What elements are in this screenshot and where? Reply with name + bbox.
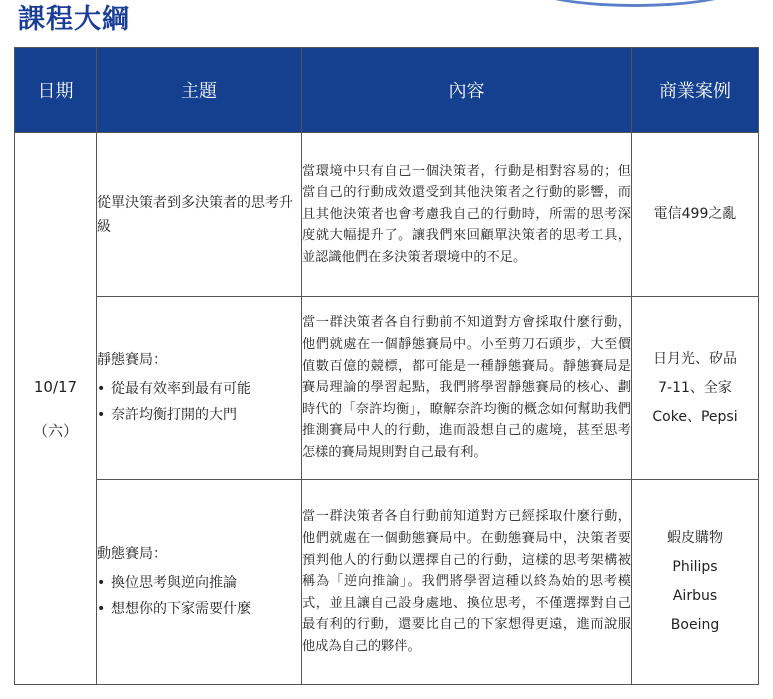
course-outline-table	[14, 47, 759, 685]
content-cell: 當一群決策者各自行動前知道對方已經採取什麼行動，他們就處在一個動態賽局中。在動態賽局中，決策者要預判他人的行動以選擇自己的行動，這樣的思考架構被稱為「逆向推論」。我們將學習這種以終為始的思考模式，並且讓自己設身處地、換位思考，不僅選擇對自己最有利的行動，還要比自己的下家想得更遠，進而說服他成為自己的夥伴。	[302, 480, 632, 685]
case-cell	[632, 297, 759, 480]
table-header-row	[15, 48, 759, 133]
topic-cell	[97, 297, 302, 480]
topic-bullet: • 換位思考與逆向推論	[111, 570, 301, 596]
topic-title: 從單決策者到多決策者的思考升級	[97, 194, 293, 235]
topic-cell	[97, 133, 302, 297]
topic-bullet: • 想想你的下家需要什麼	[111, 596, 301, 622]
topic-title: 靜態賽局：	[97, 352, 167, 368]
case-item: Boeing	[670, 617, 720, 633]
case-item: Airbus	[672, 588, 718, 604]
header-topic: 主題	[97, 48, 302, 133]
content-cell: 當一群決策者各自行動前不知道對方會採取什麼行動，他們就處在一個靜態賽局中。小至剪刀石頭步，大至價值數百億的競標，都可能是一種靜態賽局。靜態賽局是賽局理論的學習起點，我們將學習靜態賽局的核心、劃時代的「奈許均衡」，瞭解奈許均衡的概念如何幫助我們推測賽局中人的行動，進而設想自己的處境，甚至思考怎樣的賽局規則對自己最有利。	[302, 297, 632, 480]
session-date: 10/17	[33, 377, 78, 396]
page-title: 課程大綱	[18, 4, 130, 35]
case-item: Coke、Pepsi	[652, 408, 738, 425]
table-row	[15, 133, 759, 297]
case-cell	[632, 480, 759, 685]
case-item: 日月光、矽品	[653, 350, 737, 367]
decorative-arc	[510, 0, 760, 7]
topic-bullet-list	[97, 570, 301, 622]
case-cell	[632, 133, 759, 297]
table-row	[15, 480, 759, 685]
case-item: 7-11、全家	[658, 379, 732, 396]
case-item: 電信499之亂	[653, 206, 737, 222]
topic-bullet: • 從最有效率到最有可能	[111, 376, 301, 402]
topic-title: 動態賽局：	[97, 546, 167, 562]
header-date: 日期	[15, 48, 97, 133]
topic-cell	[97, 480, 302, 685]
topic-bullet: • 奈許均衡打開的大門	[111, 402, 301, 428]
date-cell	[15, 133, 97, 685]
case-item: 蝦皮購物	[667, 530, 723, 546]
header-content: 內容	[302, 48, 632, 133]
session-day-of-week: （六）	[32, 421, 78, 440]
table-row	[15, 297, 759, 480]
header-cases: 商業案例	[632, 48, 759, 133]
case-item: Philips	[672, 559, 718, 575]
topic-bullet-list	[97, 376, 301, 428]
content-cell: 當環境中只有自己一個決策者，行動是相對容易的；但當自己的行動成效還受到其他決策者之行動的影響，而且其他決策者也會考慮我自己的行動時，所需的思考深度就大幅提升了。讓我們來回顧單決策者的思考工具，並認識他們在多決策者環境中的不足。	[302, 133, 632, 297]
